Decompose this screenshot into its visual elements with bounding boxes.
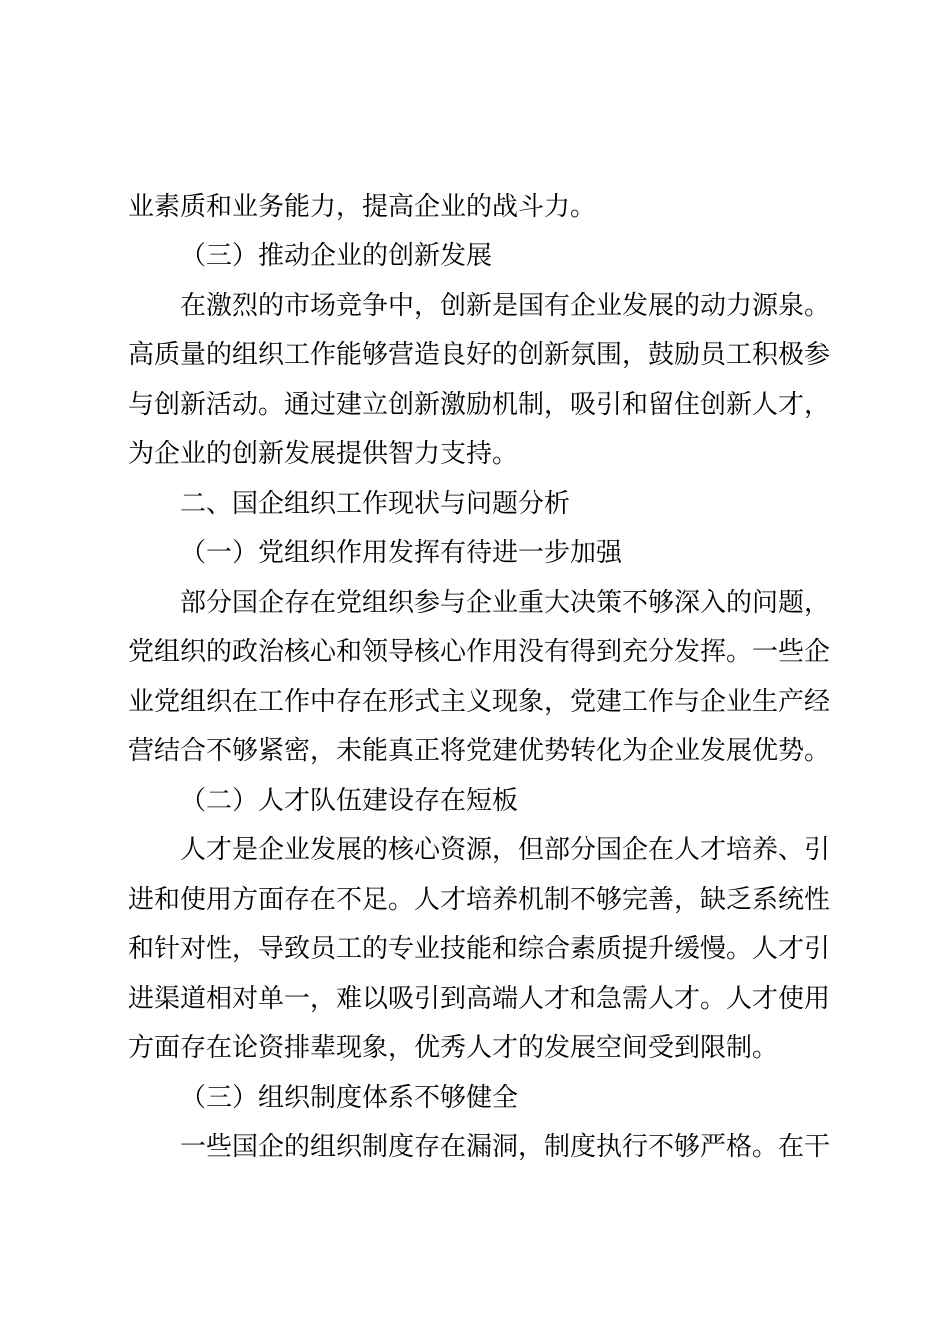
text-line: 方面存在论资排辈现象，优秀人才的发展空间受到限制。 [128, 1033, 779, 1063]
subsection-heading: （一）党组织作用发挥有待进一步加强 [180, 538, 623, 568]
text-line: 在激烈的市场竞争中，创新是国有企业发展的动力源泉。 [180, 291, 831, 321]
text-line: 部分国企存在党组织参与企业重大决策不够深入的问题， [180, 588, 831, 618]
text-line: 与创新活动。通过建立创新激励机制，吸引和留住创新人才， [128, 390, 831, 420]
text-line: 和针对性，导致员工的专业技能和综合素质提升缓慢。人才引 [128, 934, 831, 964]
text-line: 党组织的政治核心和领导核心作用没有得到充分发挥。一些企 [128, 637, 831, 667]
text-line: 人才是企业发展的核心资源，但部分国企在人才培养、引 [180, 835, 831, 865]
section-heading: 二、国企组织工作现状与问题分析 [180, 489, 571, 519]
text-line: 进和使用方面存在不足。人才培养机制不够完善，缺乏系统性 [128, 885, 831, 915]
text-line: 业党组织在工作中存在形式主义现象，党建工作与企业生产经 [128, 687, 831, 717]
text-line: 业素质和业务能力，提高企业的战斗力。 [128, 192, 597, 222]
subsection-heading: （三）推动企业的创新发展 [180, 241, 493, 271]
text-line: 营结合不够紧密，未能真正将党建优势转化为企业发展优势。 [128, 736, 831, 766]
subsection-heading: （三）组织制度体系不够健全 [180, 1083, 519, 1113]
text-line: 一些国企的组织制度存在漏洞，制度执行不够严格。在干 [180, 1132, 831, 1162]
text-line: 高质量的组织工作能够营造良好的创新氛围，鼓励员工积极参 [128, 340, 831, 370]
subsection-heading: （二）人才队伍建设存在短板 [180, 786, 519, 816]
text-line: 进渠道相对单一，难以吸引到高端人才和急需人才。人才使用 [128, 984, 831, 1014]
text-line: 为企业的创新发展提供智力支持。 [128, 439, 519, 469]
